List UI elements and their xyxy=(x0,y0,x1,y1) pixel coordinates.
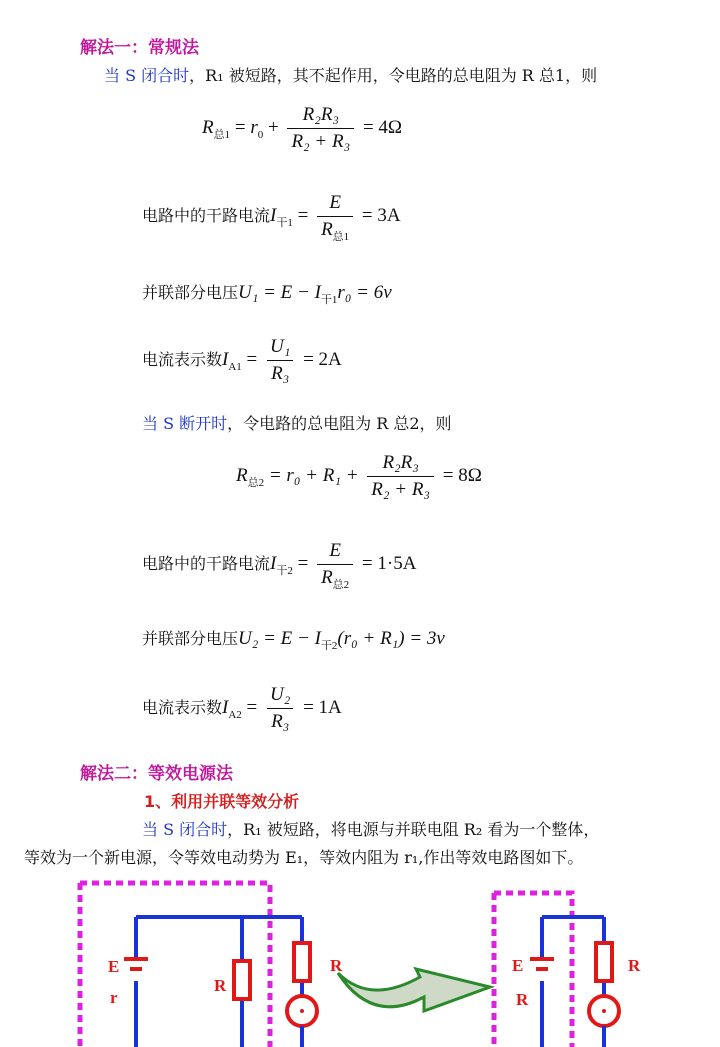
eq-r1-lhs: R xyxy=(202,116,214,138)
eq-i1-num: E xyxy=(329,192,341,213)
eq-r2-lhs-sub: 总2 xyxy=(247,476,265,489)
method2-para-line1 xyxy=(142,820,599,840)
eq-ia1-sub: A1 xyxy=(228,360,242,373)
method2-subheading: 1、利用并联等效分析 xyxy=(144,792,300,811)
eq-current1: 电路中的干路电流$I_{干1}$ = $\frac{E}{R_{总1}}$ = 3A xyxy=(142,192,401,243)
eq-u1-expr: U₁ = E − I xyxy=(238,282,321,303)
transform-arrow xyxy=(338,969,490,1011)
case-open-lead: 当 S 断开时 xyxy=(142,414,228,433)
eq-r2-den: R₂ + R₃ xyxy=(371,479,431,500)
method2-heading: 解法二：等效电源法 xyxy=(80,764,233,784)
case-closed-rest: ，R₁ 被短路，其不起作用，令电路的总电阻为 R 总1，则 xyxy=(189,66,598,85)
label-r-left: r xyxy=(110,988,118,1007)
resistor-right1 xyxy=(294,943,310,981)
equivalent-circuit-diagram xyxy=(0,865,720,1047)
eq-u1-label: 并联部分电压 xyxy=(142,283,239,302)
eq-i1-sym: I xyxy=(270,204,277,226)
eq-i2-result: = 1·5A xyxy=(361,552,417,574)
eq-r2-fraction xyxy=(367,452,434,501)
eq-i2-sub: 干2 xyxy=(276,564,293,577)
eq-r1-r0-sub: 0 xyxy=(257,128,264,141)
eq-r1-den: R₂ + R₃ xyxy=(291,131,351,152)
case-open-rest: ，令电路的总电阻为 R 总2，则 xyxy=(227,414,452,433)
eq-i2-den: R xyxy=(321,567,333,588)
eq-i1-result: = 3A xyxy=(361,204,401,226)
eq-ammeter2: 电流表示数$I_{A2}$ = $\frac{\text{U₂}}{\text{R₃}}$ = 1A xyxy=(142,684,342,732)
case-open-line xyxy=(142,414,452,434)
eq-i2-label: 电路中的干路电流 xyxy=(142,553,271,573)
eq-i2-den-sub: 总2 xyxy=(332,579,350,591)
eq-u2-sub: 干2 xyxy=(320,640,338,652)
eq-voltage1 xyxy=(142,282,392,304)
eq-u2-label: 并联部分电压 xyxy=(142,629,239,648)
eq-r2-num: R₂R₃ xyxy=(382,452,419,473)
eq-r1-r0: r xyxy=(250,116,258,138)
eq-i2-fraction xyxy=(317,540,353,589)
eq-ia2-num: U₂ xyxy=(270,684,291,705)
eq-r1-result: = 4Ω xyxy=(362,116,403,138)
label-R-right3: R xyxy=(628,956,641,975)
eq-i1-fraction xyxy=(317,192,353,241)
eq-ia1-label: 电流表示数 xyxy=(142,349,223,369)
eq-ia1-fraction xyxy=(266,336,294,385)
eq-r2-lhs: R xyxy=(236,464,248,486)
method2-para-line2: 等效为一个新电源，令等效电动势为 E₁，等效内阻为 r₁,作出等效电路图如下。 xyxy=(24,848,584,867)
eq-i1-sub: 干1 xyxy=(276,216,293,229)
eq-i2-num: E xyxy=(329,540,341,561)
eq-r2-mid: = r₀ + R₁ + xyxy=(268,464,359,486)
eq-ammeter1: 电流表示数$I_{A1}$ = $\frac{\text{U₁}}{\text{R₃}}$ = 2A xyxy=(142,336,342,384)
case-closed-line xyxy=(104,66,597,86)
eq-r2-result: = 8Ω xyxy=(442,464,482,486)
eq-r-total1: $R_{总1} = r_0$ + $\frac{\text{R₂R₃}}{\text{R₂ + R₃}}$ = 4Ω xyxy=(202,104,403,152)
eq-i2-sym: I xyxy=(270,552,277,574)
eq-ia1-sym: I xyxy=(222,348,229,370)
eq-ia2-sym: I xyxy=(222,696,229,718)
label-E-left: E xyxy=(108,957,120,976)
eq-current2: 电路中的干路电流$I_{干2}$ = $\frac{E}{R_{总2}}$ = 1·5A xyxy=(142,540,417,591)
eq-i1-den: R xyxy=(321,219,333,240)
eq-ia1-num: U₁ xyxy=(270,336,291,357)
label-R-right2: R xyxy=(516,990,529,1009)
case-closed-lead: 当 S 闭合时 xyxy=(104,66,190,85)
eq-u2-tail: (r₀ + R₁) = 3v xyxy=(337,628,445,649)
eq-i1-den-sub: 总1 xyxy=(332,231,350,243)
eq-r1-num: R₂R₃ xyxy=(302,104,340,125)
label-E-right: E xyxy=(512,956,524,975)
eq-voltage2 xyxy=(142,628,445,650)
eq-ia1-result: = 2A xyxy=(303,348,342,370)
eq-r-total2 xyxy=(236,452,482,501)
label-R-mid: R xyxy=(214,976,227,995)
eq-ia2-label: 电流表示数 xyxy=(142,697,223,717)
eq-ia2-result: = 1A xyxy=(303,696,342,718)
resistor-mid xyxy=(234,961,250,999)
label-R-right1: R xyxy=(330,956,343,975)
eq-r1-fraction xyxy=(287,104,354,153)
eq-ia2-den: R₃ xyxy=(271,711,290,732)
eq-ia2-sub: A2 xyxy=(228,708,242,721)
method2-para-line1-text: ，R₁ 被短路，将电源与并联电阻 R₂ 看为一个整体， xyxy=(227,820,600,839)
resistor-right2 xyxy=(596,943,612,981)
eq-ia2-fraction xyxy=(266,684,294,733)
eq-ia1-den: R₃ xyxy=(271,363,290,384)
eq-r1-lhs-sub: 总1 xyxy=(213,128,231,141)
eq-u1-sub: 干1 xyxy=(320,294,338,306)
eq-u1-tail: r₀ = 6v xyxy=(337,282,392,303)
method2-para-lead: 当 S 闭合时 xyxy=(142,820,228,839)
eq-u2-expr: U₂ = E − I xyxy=(238,628,321,649)
eq-i1-label: 电路中的干路电流 xyxy=(142,205,271,225)
method1-heading: 解法一：常规法 xyxy=(80,38,199,58)
